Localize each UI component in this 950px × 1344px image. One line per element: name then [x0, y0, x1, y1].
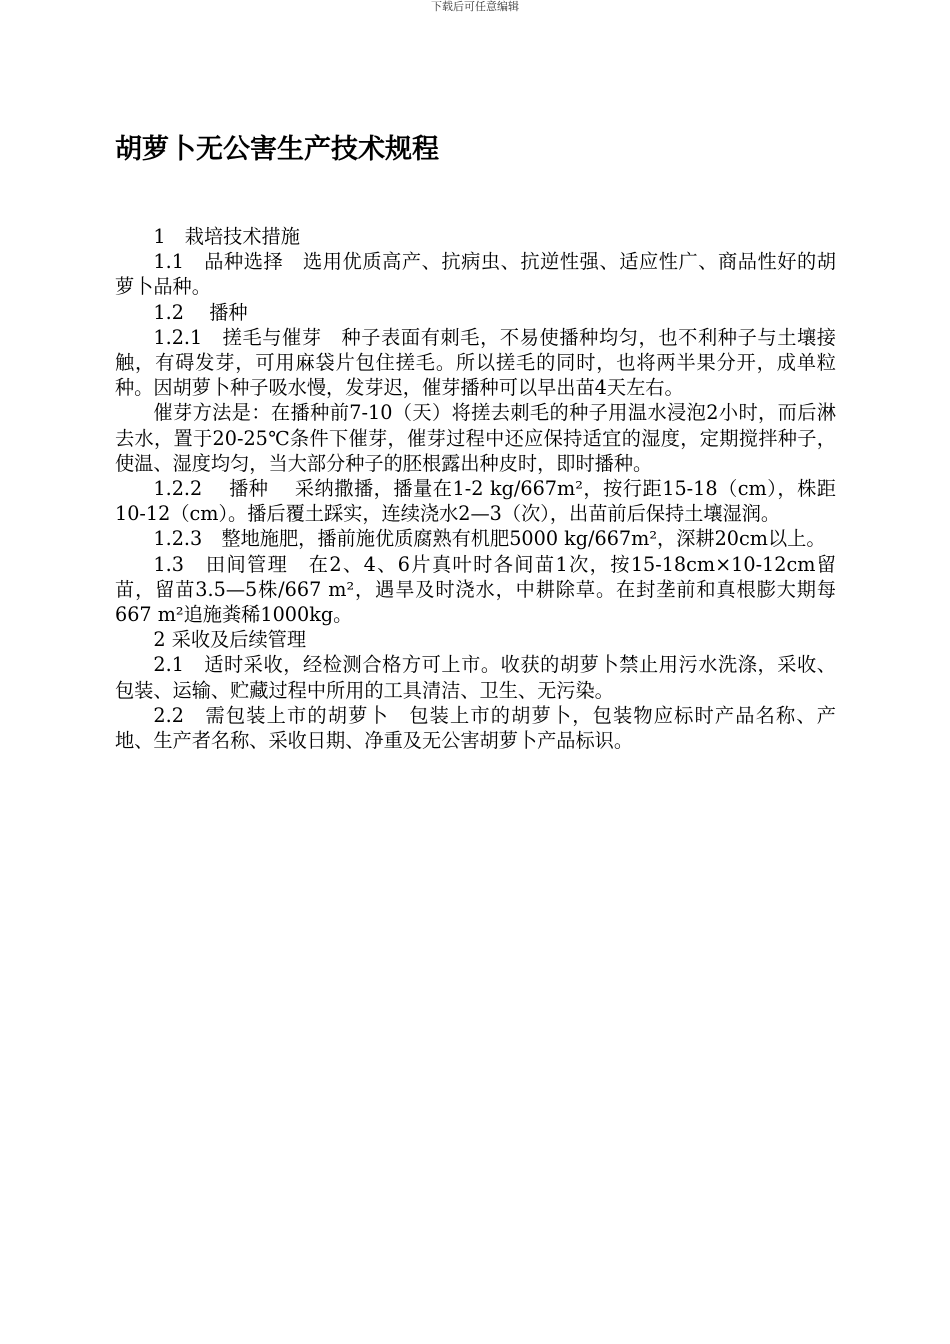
page-header-note: 下载后可任意编辑 [431, 0, 519, 13]
section-heading-1: 1 栽培技术措施 [153, 225, 300, 248]
paragraph-sowing: 1.2.2 播种 采纳撒播，播量在1-2 kg/667m²，按行距15-18（cm），株距10-12（cm）。播后覆土踩实，连续浇水2—3（次），出苗前后保持土壤湿润。 [115, 477, 836, 526]
document-body [115, 224, 836, 753]
paragraph-soil-fertilizer: 1.2.3 整地施肥，播前施优质腐熟有机肥5000 kg/667m²，深耕20cm以上。 [153, 527, 826, 551]
document-title: 胡萝卜无公害生产技术规程 [115, 134, 439, 165]
paragraph-harvest: 2.1 适时采收，经检测合格方可上市。收获的胡萝卜禁止用污水洗涤，采收、包装、运输、贮藏过程中所用的工具清洁、卫生、无污染。 [115, 653, 836, 702]
paragraph-rubbing-germination: 1.2.1 搓毛与催芽 种子表面有刺毛，不易使播种均匀，也不利种子与土壤接触，有碍发芽，可用麻袋片包住搓毛。所以搓毛的同时，也将两半果分开，成单粒种。因胡萝卜种子吸水慢，发芽迟，催芽播种可以早出苗4天左右。 [115, 325, 836, 400]
paragraph-germination-method: 催芽方法是：在播种前7-10（天）将搓去刺毛的种子用温水浸泡2小时，而后淋去水，置于20-25℃条件下催芽，催芽过程中还应保持适宜的湿度，定期搅拌种子，使温、湿度均匀，当大部分种子的胚根露出种皮时，即时播种。 [115, 401, 836, 475]
paragraph-variety-selection: 1.1 品种选择 选用优质高产、抗病虫、抗逆性强、适应性广、商品性好的胡萝卜品种。 [115, 250, 836, 299]
section-heading-2: 2 采收及后续管理 [153, 628, 307, 652]
paragraph-field-management: 1.3 田间管理 在2、4、6片真叶时各间苗1次，按15-18cm×10-12cm留苗，留苗3.5—5株/667 m²，遇旱及时浇水，中耕除草。在封垄前和真根膨大期每667 m²追施粪稀1000kg。 [115, 552, 836, 627]
subsection-heading-sowing: 1.2 播种 [153, 300, 248, 324]
paragraph-packaging: 2.2 需包装上市的胡萝卜 包装上市的胡萝卜，包装物应标时产品名称、产地、生产者名称、采收日期、净重及无公害胡萝卜产品标识。 [115, 703, 836, 753]
